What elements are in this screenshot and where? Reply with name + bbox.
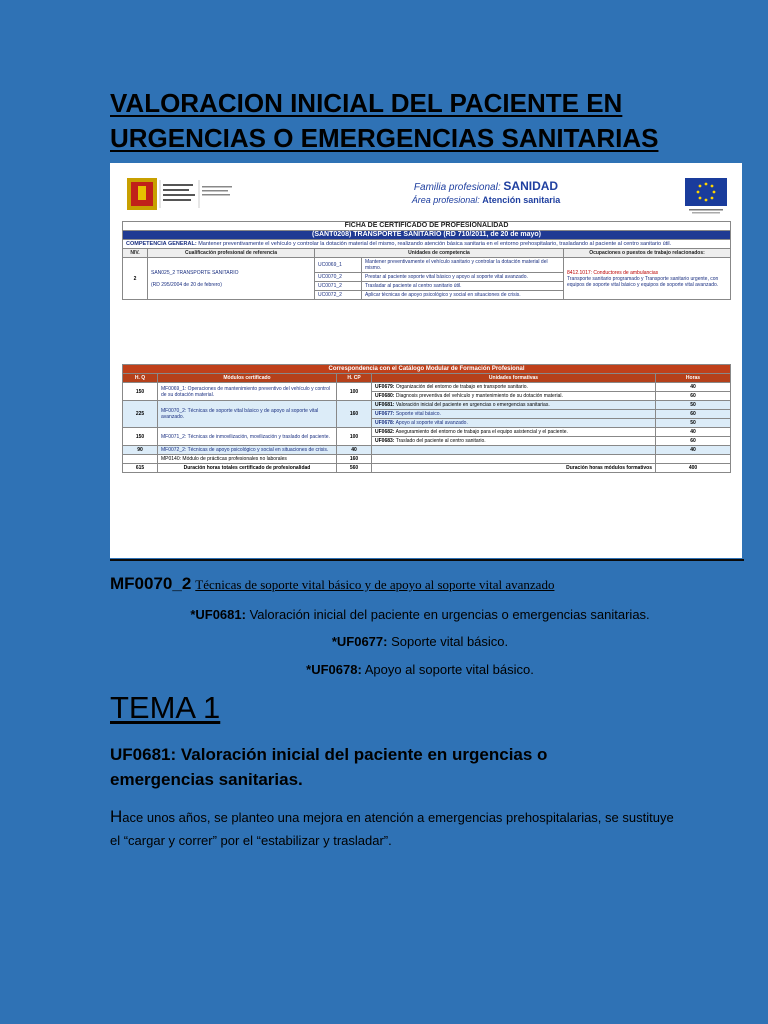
ocupaciones: 8412.1017: Conductores de ambulancias Transporte sanitario programado y Transporte sanitario urgente, con equipos de soporte vital básico y equipos de soporte vital avanzado. bbox=[564, 258, 731, 300]
modules-table bbox=[122, 364, 731, 473]
uf-line: *UF0677: Soporte vital básico. bbox=[331, 634, 509, 649]
table-row: 90 MF0072_2: Técnicas de apoyo psicológico y social en situaciones de crisis. 40 40 bbox=[123, 446, 731, 455]
sant-title: (SANT0208) TRANSPORTE SANITARIO (RD 710/2011, de 20 de mayo) bbox=[123, 231, 731, 240]
certificate-image bbox=[110, 163, 742, 558]
eu-flag-icon bbox=[683, 176, 729, 216]
certificate-summary-table: FICHA DE CERTIFICADO DE PROFESIONALIDAD (SANT0208) TRANSPORTE SANITARIO (RD 710/2011, de 20 de mayo) COMPETENCIA GENERAL: Mantener preventivamente el vehículo y controlar la dotación material del mismo, realizando atención básica sanitaria en el entorno prehospitalario, trasladando al paciente al centro sanitario útil. NIV. Cualificación profesional de referencia Unidades de competencia Ocupaciones o puestos de trabajo relacionados: 2 SAN025_2 TRANSPORTE SANITARIO (RD 295/2004 de 20 de febrero) UC0069_1 Mantener preventivamente el vehículo sanitario y controlar la dotación material del mismo. 8412.1017: Conductores de ambulancias Transporte sanitario programado y Transporte sanitario urgente, con equipos de soporte vital básico y equipos de soporte vital avanzado. UC0070_2 Prestar al paciente soporte vital básico y apoyo al soporte vital avanzado. UC0071_2 Trasladar al paciente al centro sanitario útil. UC0072_2 Aplicar técnicas de apoyo psicológico y social en situaciones de crisis. bbox=[122, 221, 731, 300]
correspondencia-title: Correspondencia con el Catálogo Modular de Formación Profesional bbox=[123, 365, 731, 374]
table-row: UF0678: Apoyo al soporte vital avanzado. 50 bbox=[123, 419, 731, 428]
table-row: UF0683: Traslado del paciente al centro sanitario. 60 bbox=[123, 437, 731, 446]
table-row: 150 MF0071_2: Técnicas de inmovilización, movilización y traslado del paciente. 100 UF0682: Aseguramiento del entorno de trabajo para el equipo asistencial y el paciente. 40 bbox=[123, 428, 731, 437]
table-row: UF0680: Diagnosis preventiva del vehículo y mantenimiento de su dotación material. 60 bbox=[123, 392, 731, 401]
module-code: MF0070_2 bbox=[110, 574, 192, 593]
divider bbox=[110, 559, 744, 561]
uf-line: *UF0681: Valoración inicial del paciente en urgencias o emergencias sanitarias. bbox=[190, 607, 650, 622]
tema-heading: TEMA 1 bbox=[110, 690, 221, 725]
table-row: UF0677: Soporte vital básico. 60 bbox=[123, 410, 731, 419]
table-row: 225 MF0070_2: Técnicas de soporte vital básico y de apoyo al soporte vital avanzado. 160 UF0681: Valoración inicial del paciente en urgencias o emergencias sanitarias. 50 bbox=[123, 401, 731, 410]
body-paragraph: Hace unos años, se planteo una mejora en atención a emergencias prehospitalarias, se sustituye el “cargar y correr” por el “estabilizar y trasladar”. bbox=[110, 807, 674, 848]
uf-heading: UF0681: Valoración inicial del paciente en urgencias o emergencias sanitarias. bbox=[110, 745, 548, 789]
familia-profesional: Familia profesional: SANIDAD bbox=[413, 179, 559, 193]
module-title: Técnicas de soporte vital básico y de apoyo al soporte vital avanzado bbox=[195, 577, 555, 592]
document-title: VALORACION INICIAL DEL PACIENTE EN URGENCIAS O EMERGENCIAS SANITARIAS bbox=[110, 88, 659, 153]
area-profesional: Área profesional: Atención sanitaria bbox=[411, 195, 561, 205]
ministry-logo bbox=[127, 178, 245, 210]
table-row: 150 MF0069_1: Operaciones de mantenimiento preventivo del vehículo y control de su dotación material. 100 UF0679: Organización del entorno de trabajo en transporte sanitario. 40 bbox=[123, 383, 731, 392]
totals-row: 615 Duración horas totales certificado de profesionalidad 560 Duración horas módulos formativos 400 bbox=[123, 464, 731, 473]
competencia-general: COMPETENCIA GENERAL: Mantener preventivamente el vehículo y controlar la dotación material del mismo, realizando atención básica sanitaria en el entorno prehospitalario, trasladando al paciente al centro sanitario útil. bbox=[123, 240, 731, 249]
niv-value: 2 bbox=[123, 258, 148, 300]
module-heading bbox=[110, 574, 554, 594]
cualificacion: SAN025_2 TRANSPORTE SANITARIO (RD 295/2004 de 20 de febrero) bbox=[148, 258, 315, 300]
table-row: MP0140: Módulo de prácticas profesionales no laborales 160 bbox=[123, 455, 731, 464]
modules-header-row: H. Q Módulos certificado H. CP Unidades formativas Horas bbox=[123, 374, 731, 383]
uf-line: *UF0678: Apoyo al soporte vital básico. bbox=[306, 662, 534, 677]
summary-header-row: NIV. Cualificación profesional de referencia Unidades de competencia Ocupaciones o puestos de trabajo relacionados: bbox=[123, 249, 731, 258]
ficha-title: FICHA DE CERTIFICADO DE PROFESIONALIDAD bbox=[123, 222, 731, 231]
